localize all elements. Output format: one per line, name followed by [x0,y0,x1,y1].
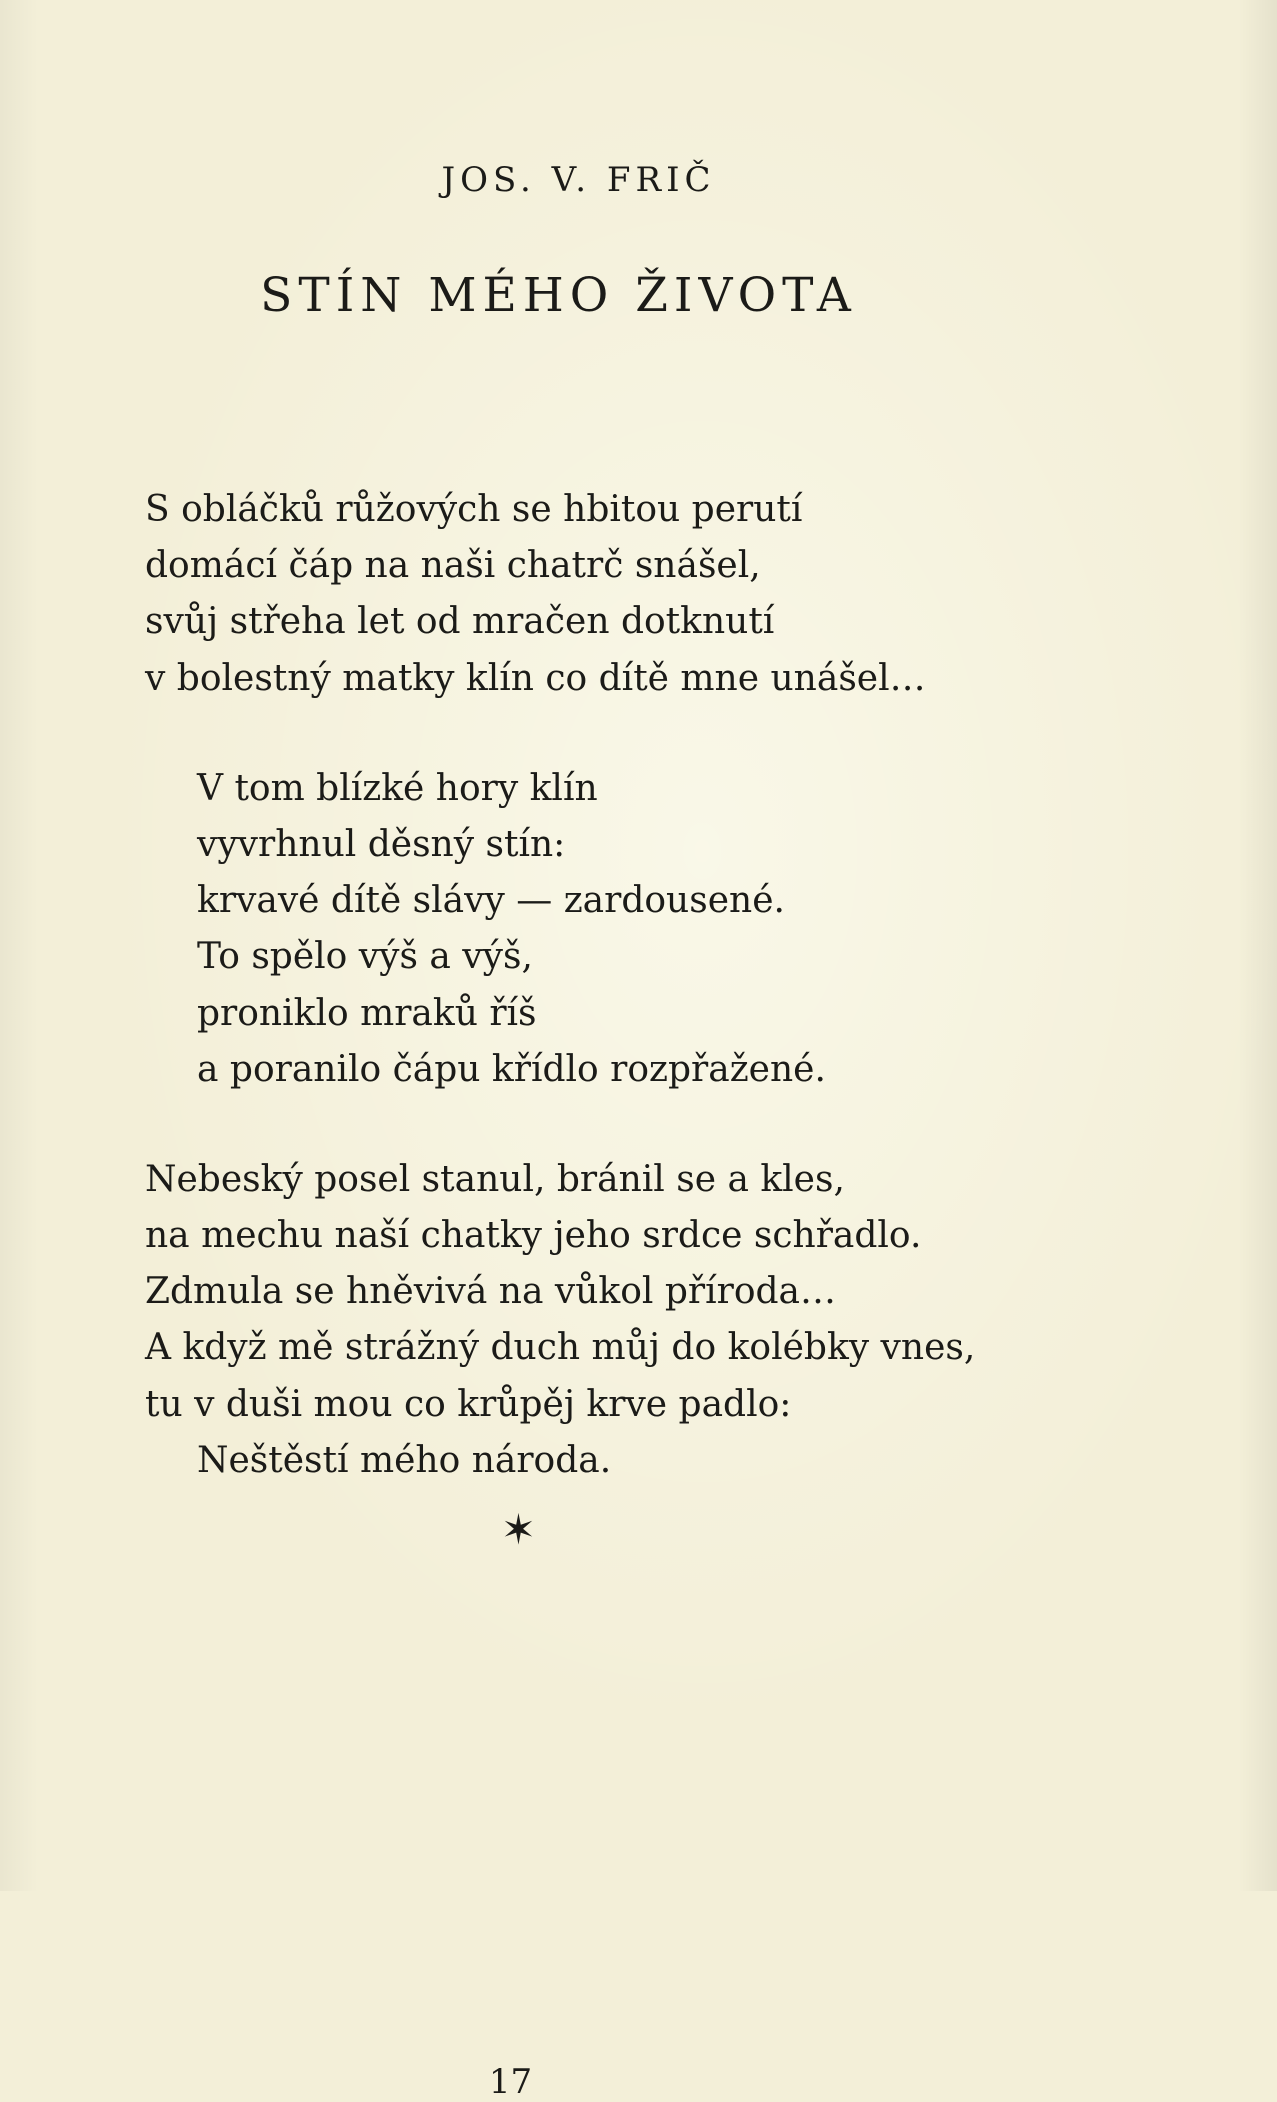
stanza-3 [145,1152,975,1489]
poem-line: S obláčků růžových se hbitou perutí [145,489,803,530]
poem-line: svůj střeha let od mračen dotknutí [145,601,775,643]
poem-line: V tom blízké hory klín [197,767,598,809]
poem-body [145,482,975,1489]
poem-line: krvavé dítě slávy — zardousené. [197,880,785,922]
poem-line: a poranilo čápu křídlo rozpřažené. [197,1048,826,1090]
poem-title: STÍN MÉHO ŽIVOTA [260,268,857,323]
poem-line: v bolestný matky klín co dítě mne unášel… [145,657,926,699]
poem-line: Zdmula se hněvivá na vůkol příroda… [145,1271,837,1313]
poem-line: na mechu naší chatky jeho srdce schřadlo. [145,1215,922,1257]
poem-line: Neštěstí mého národa. [197,1439,612,1481]
poem-line: To spělo výš a výš, [197,936,533,978]
poem-line: proniklo mraků říš [197,992,537,1034]
star-ornament-icon: ✶ [500,1505,537,1554]
poem-line: vyvrhnul děsný stín: [197,823,566,865]
poem-line: domácí čáp na naši chatrč snášel, [145,545,761,587]
page-number: 17 [488,2062,533,2102]
poem-line: Nebeský posel stanul, bránil se a kles, [145,1158,845,1200]
author-name: JOS. V. FRIČ [441,160,716,200]
poem-line: A když mě strážný duch můj do kolébky vnes, [145,1327,976,1369]
poem-line: tu v duši mou co krůpěj krve padlo: [145,1383,792,1425]
stanza-1 [145,482,975,707]
stanza-2 [145,761,975,1098]
